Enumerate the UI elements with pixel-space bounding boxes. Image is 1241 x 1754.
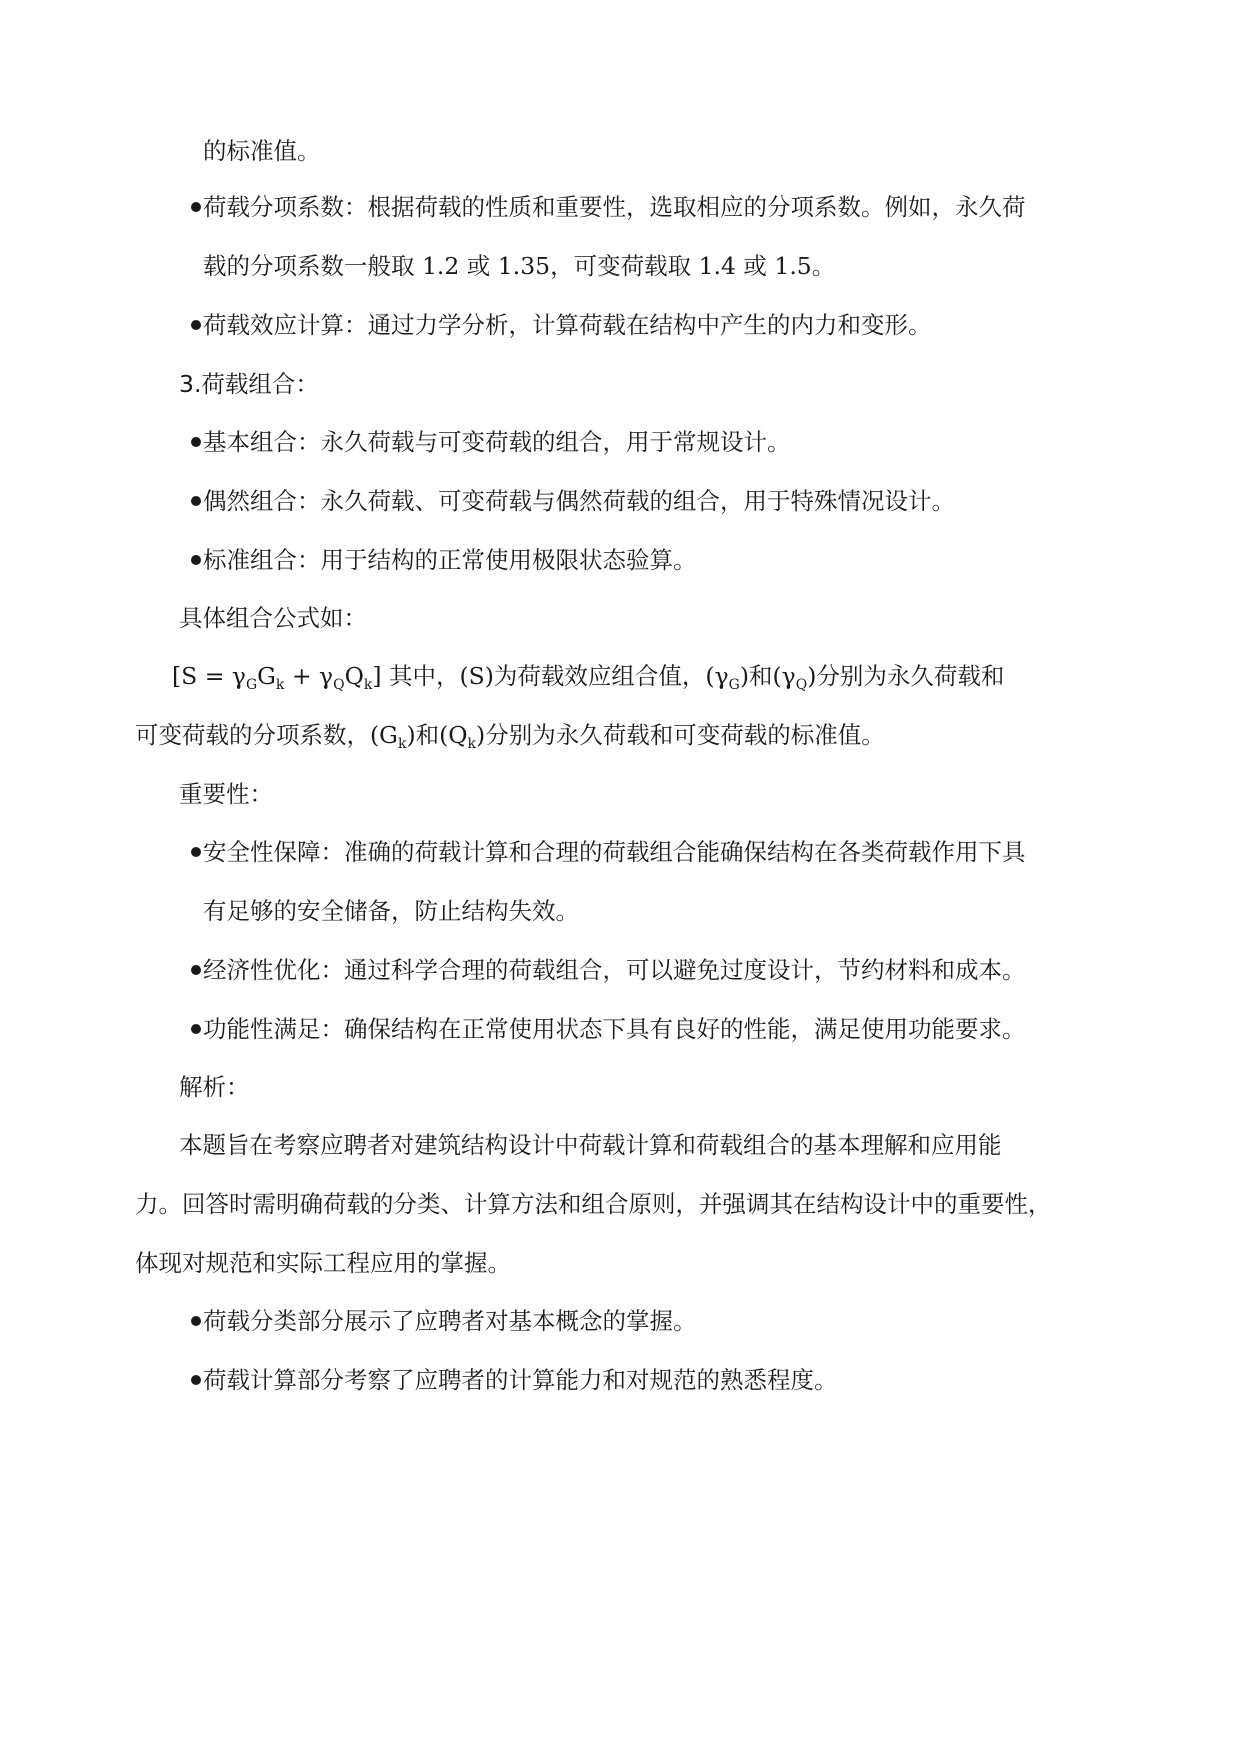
text-line: 标准组合：用于结构的正常使用极限状态验算。	[203, 546, 697, 574]
bullet	[191, 202, 201, 212]
text-line: 荷载计算部分考察了应聘者的计算能力和对规范的熟悉程度。	[203, 1366, 838, 1394]
bullet	[191, 496, 201, 506]
text-line: 重要性：	[179, 780, 273, 808]
bullet	[191, 1375, 201, 1385]
text-line: 有足够的安全储备，防止结构失效。	[203, 897, 579, 925]
text-line: 的标准值。	[203, 137, 321, 165]
bullet	[191, 1316, 201, 1326]
text-line: 本题旨在考察应聘者对建筑结构设计中荷载计算和荷载组合的基本理解和应用能	[179, 1131, 1002, 1159]
text-line: 力。回答时需明确荷载的分类、计算方法和组合原则，并强调其在结构设计中的重要性，	[135, 1190, 1052, 1218]
bullet	[191, 847, 201, 857]
section-heading: 3.荷载组合：	[179, 370, 319, 398]
text-line: 具体组合公式如：	[179, 604, 367, 632]
text-line: 安全性保障：准确的荷载计算和合理的荷载组合能确保结构在各类荷载作用下具	[203, 838, 1026, 866]
text-line: 可变荷载的分项系数，$(G_k)$和$(Q_k)$分别为永久荷载和可变荷载的标准值。	[135, 721, 885, 752]
text-line: 经济性优化：通过科学合理的荷载组合，可以避免过度设计，节约材料和成本。	[203, 956, 1026, 984]
bullet	[191, 320, 201, 330]
bullet	[191, 965, 201, 975]
text-line: 偶然组合：永久荷载、可变荷载与偶然荷载的组合，用于特殊情况设计。	[203, 487, 955, 515]
text-line: 荷载分类部分展示了应聘者对基本概念的掌握。	[203, 1307, 697, 1335]
text-line: 基本组合：永久荷载与可变荷载的组合，用于常规设计。	[203, 428, 791, 456]
text-line: 解析：	[179, 1073, 250, 1101]
text-line: 荷载效应计算：通过力学分析，计算荷载在结构中产生的内力和变形。	[203, 311, 932, 339]
text-line: 体现对规范和实际工程应用的掌握。	[135, 1249, 511, 1277]
bullet	[191, 437, 201, 447]
text-line: 载的分项系数一般取 1.2 或 1.35，可变荷载取 1.4 或 1.5。	[203, 252, 836, 280]
text-line: 荷载分项系数：根据荷载的性质和重要性，选取相应的分项系数。例如，永久荷	[203, 193, 1026, 221]
bullet	[191, 555, 201, 565]
formula-line: $[S = \gamma_GG_k + \gamma_QQ_k]$ 其中，(S)为荷载效应组合值，$(\gamma_G)$和$(\gamma_Q)$分别为永久荷载和	[172, 662, 1005, 693]
text-line: 功能性满足：确保结构在正常使用状态下具有良好的性能，满足使用功能要求。	[203, 1015, 1026, 1043]
bullet	[191, 1024, 201, 1034]
